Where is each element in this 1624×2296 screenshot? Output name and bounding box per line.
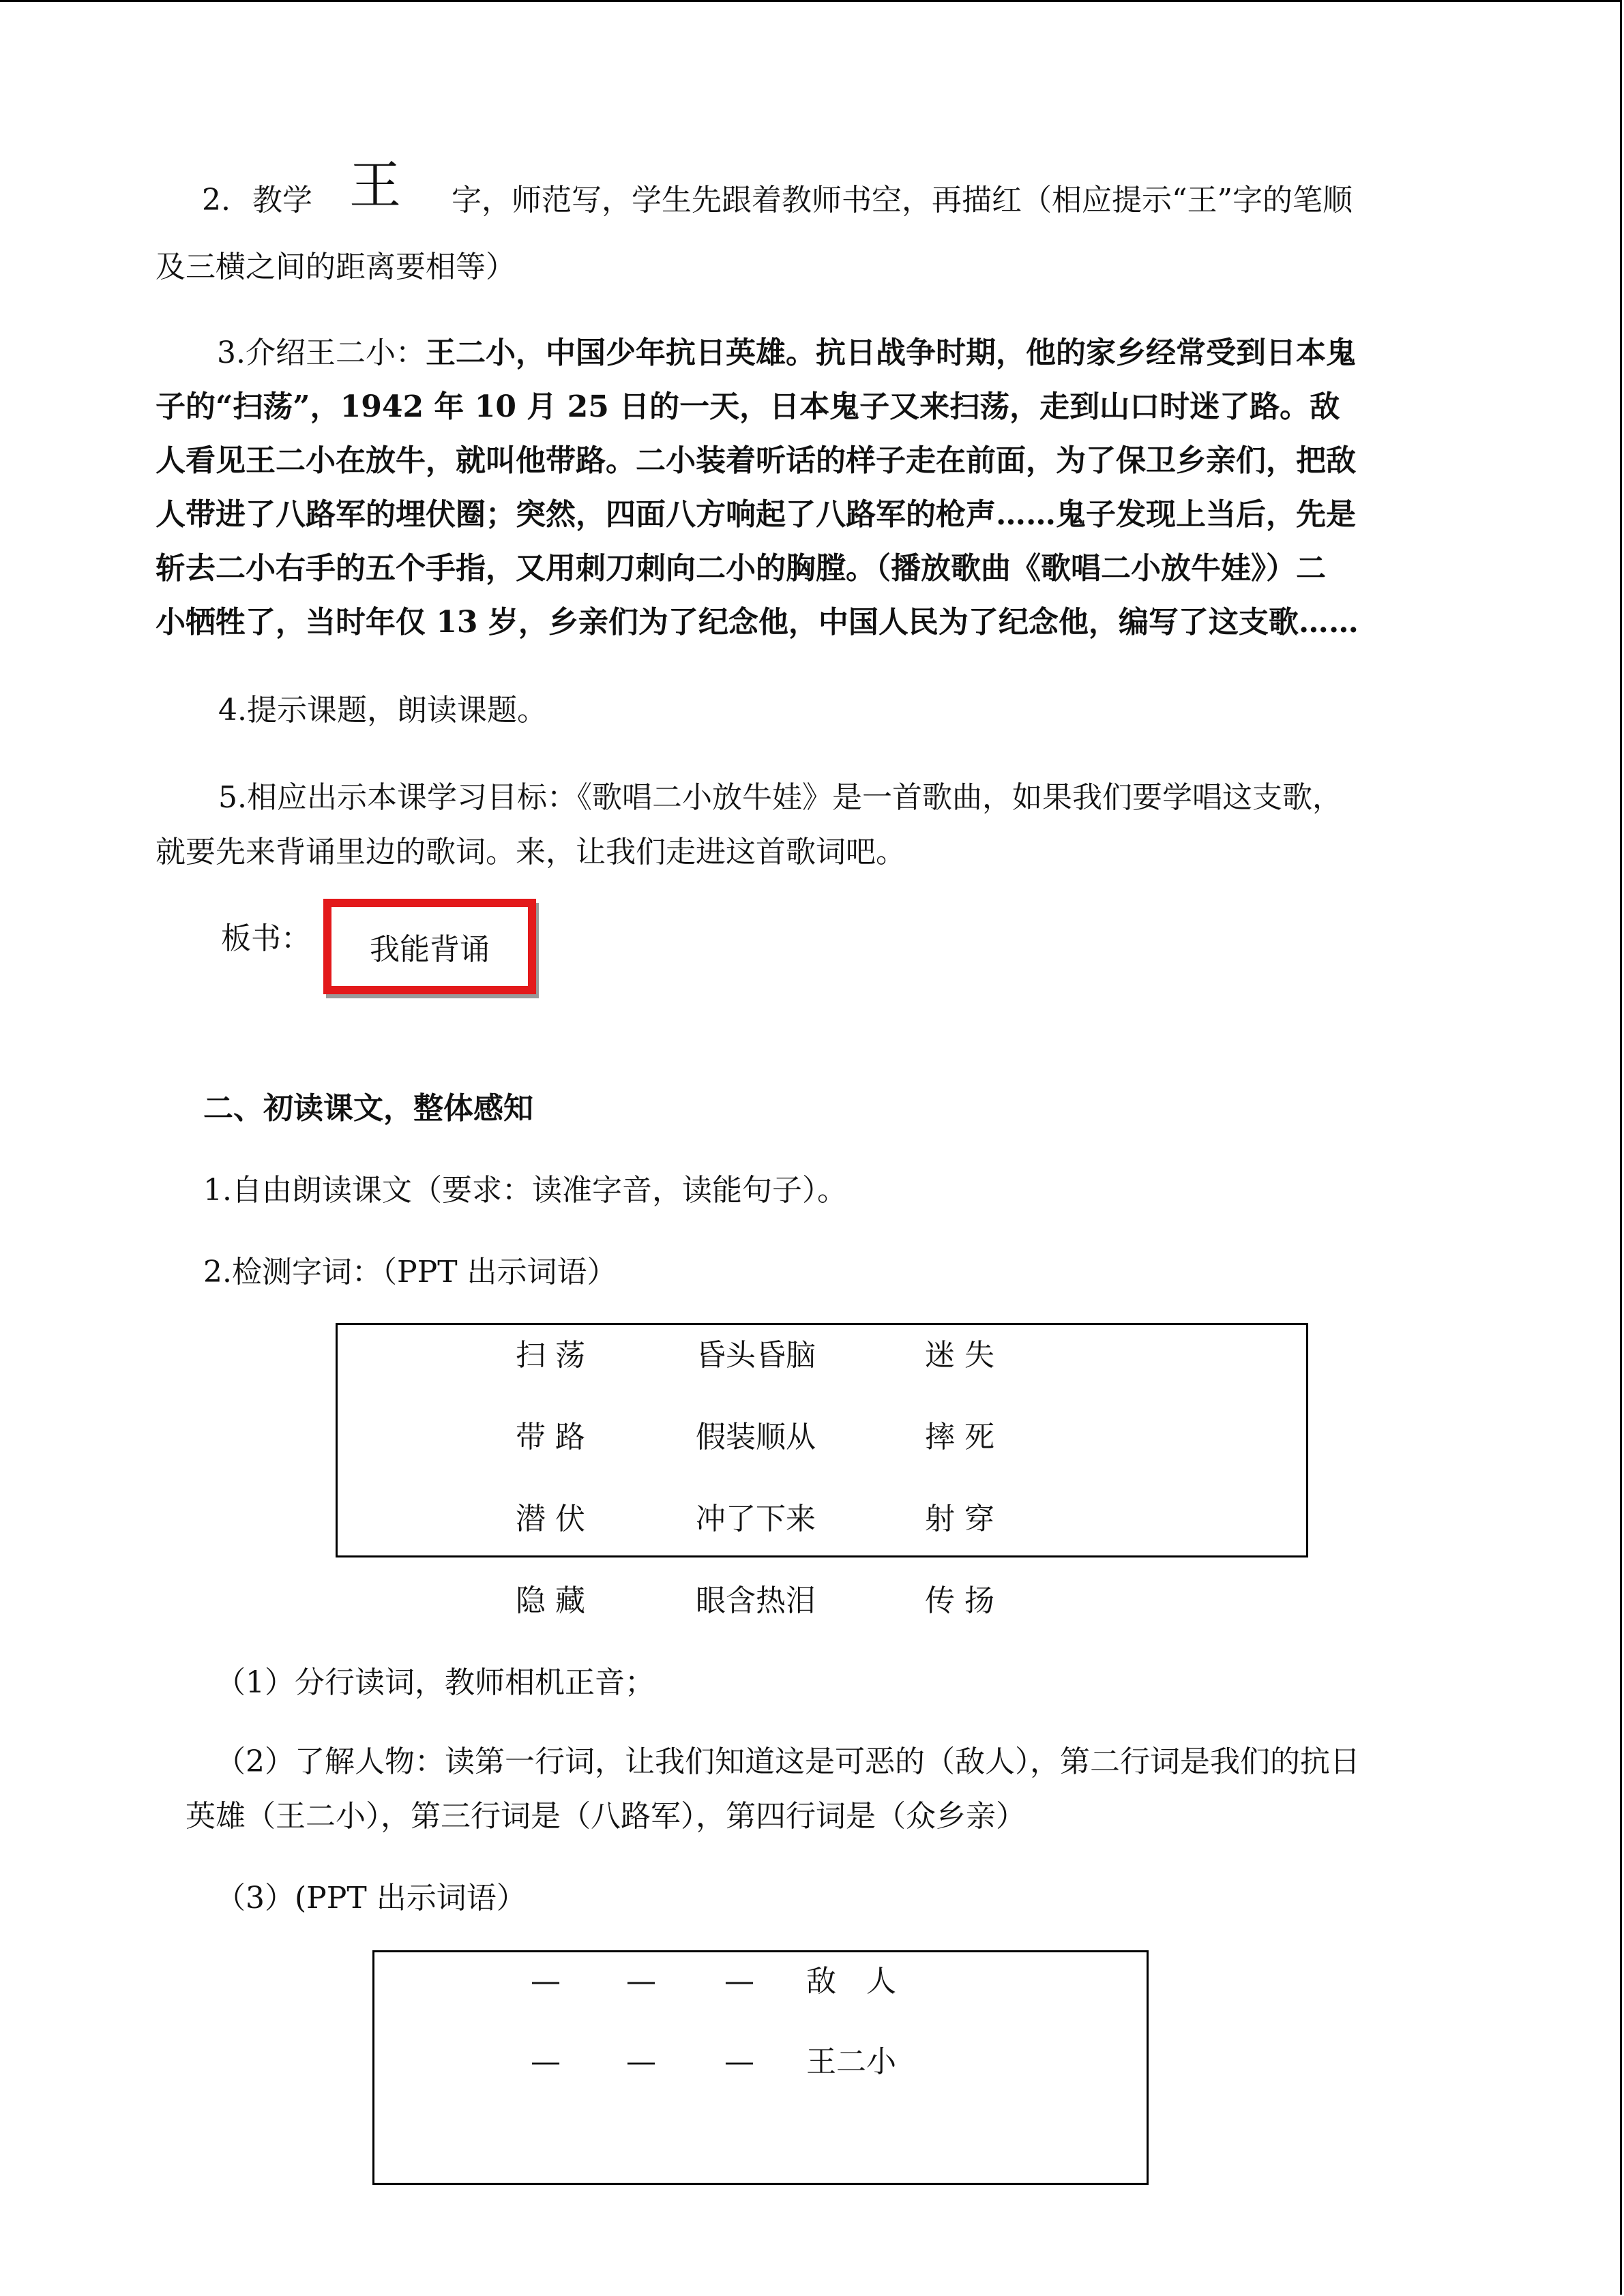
step3-line-3: 人看见王二小在放牛，就叫他带路。二小装着听话的样子走在前面，为了保卫乡亲们，把敌 [156, 443, 1356, 478]
step3-line-2: 子的“扫荡”，1942 年 10 月 25 日的一天，日本鬼子又来扫荡，走到山口时迷了路。敌 [156, 389, 1340, 424]
step3-text-1: 王二小，中国少年抗日英雄。抗日战争时期，他的家乡经常受到日本鬼 [425, 336, 1356, 370]
step3-line-5: 斩去二小右手的五个手指，又用刺刀刺向二小的胸膛。（播放歌曲《歌唱二小放牛娃》）二 [156, 551, 1326, 586]
step3-line-4: 人带进了八路军的埋伏圈；突然，四面八方响起了八路军的枪声……鬼子发现上当后，先是 [156, 497, 1356, 532]
step2-cont: 及三横之间的距离要相等） [156, 250, 516, 284]
board-label: 板书： [221, 921, 311, 956]
word-item: 眼含热泪 [696, 1583, 816, 1618]
word-item: 昏头昏脑 [696, 1338, 816, 1373]
fill-in-box [372, 1950, 1149, 2185]
word-item: 假装顺从 [696, 1420, 816, 1455]
word-box [336, 1323, 1308, 1557]
step2-big-char: 王 [349, 155, 401, 215]
step2-line [202, 155, 1624, 218]
step3-line-6: 小牺牲了，当时年仅 13 岁，乡亲们为了纪念他，中国人民为了纪念他，编写了这支歌…… [156, 605, 1359, 640]
board-red-box [323, 899, 536, 994]
step5-line-1: 5.相应出示本课学习目标：《歌唱二小放牛娃》是一首歌曲，如果我们要学唱这支歌， [218, 780, 1342, 815]
step2-number: 2. [202, 183, 231, 218]
note-3: （3）(PPT 出示词语） [216, 1881, 527, 1915]
board-text: 我能背诵 [370, 932, 490, 967]
blank-word: 敌 人 [806, 1964, 896, 1999]
step2-post: 字，师范写，学生先跟着教师书空，再描红（相应提示“王”字的笔顺 [451, 183, 1353, 218]
word-item: 带 路 [516, 1420, 585, 1455]
blank-word: 王二小 [806, 2044, 896, 2079]
section2-item-1: 1.自由朗读课文（要求：读准字音，读能句子）。 [203, 1173, 847, 1208]
step5-line-2: 就要先来背诵里边的歌词。来，让我们走进这首歌词吧。 [156, 835, 906, 869]
note-2-line-2: 英雄（王二小），第三行词是（八路军），第四行词是（众乡亲） [186, 1799, 1026, 1834]
word-item: 迷 失 [925, 1338, 994, 1373]
note-2-line-1: （2）了解人物：读第一行词，让我们知道这是可恶的（敌人），第二行词是我们的抗日 [216, 1744, 1360, 1779]
word-item: 冲了下来 [696, 1502, 816, 1536]
step3-line-1 [217, 338, 1624, 368]
section2-item-2: 2.检测字词：（PPT 出示词语） [203, 1255, 617, 1289]
word-item: 射 穿 [925, 1502, 994, 1536]
step4: 4.提示课题，朗读课题。 [218, 693, 547, 728]
blank-dash: — [626, 2044, 656, 2079]
section2-heading: 二、初读课文，整体感知 [203, 1091, 533, 1126]
blank-dash: — [531, 1964, 561, 1999]
blank-dash: — [531, 2044, 561, 2079]
blank-dash: — [724, 1964, 754, 1999]
word-item: 扫 荡 [516, 1338, 585, 1373]
word-item: 潜 伏 [516, 1502, 585, 1536]
step3-intro: 3.介绍王二小： [217, 336, 426, 370]
step2-pre: 教学 [252, 183, 312, 218]
blank-dash: — [626, 1964, 656, 1999]
word-item: 传 扬 [925, 1583, 994, 1618]
blank-dash: — [724, 2044, 754, 2079]
note-1: （1）分行读词，教师相机正音； [216, 1665, 655, 1700]
word-item: 隐 藏 [516, 1583, 585, 1618]
word-item: 摔 死 [925, 1420, 994, 1455]
